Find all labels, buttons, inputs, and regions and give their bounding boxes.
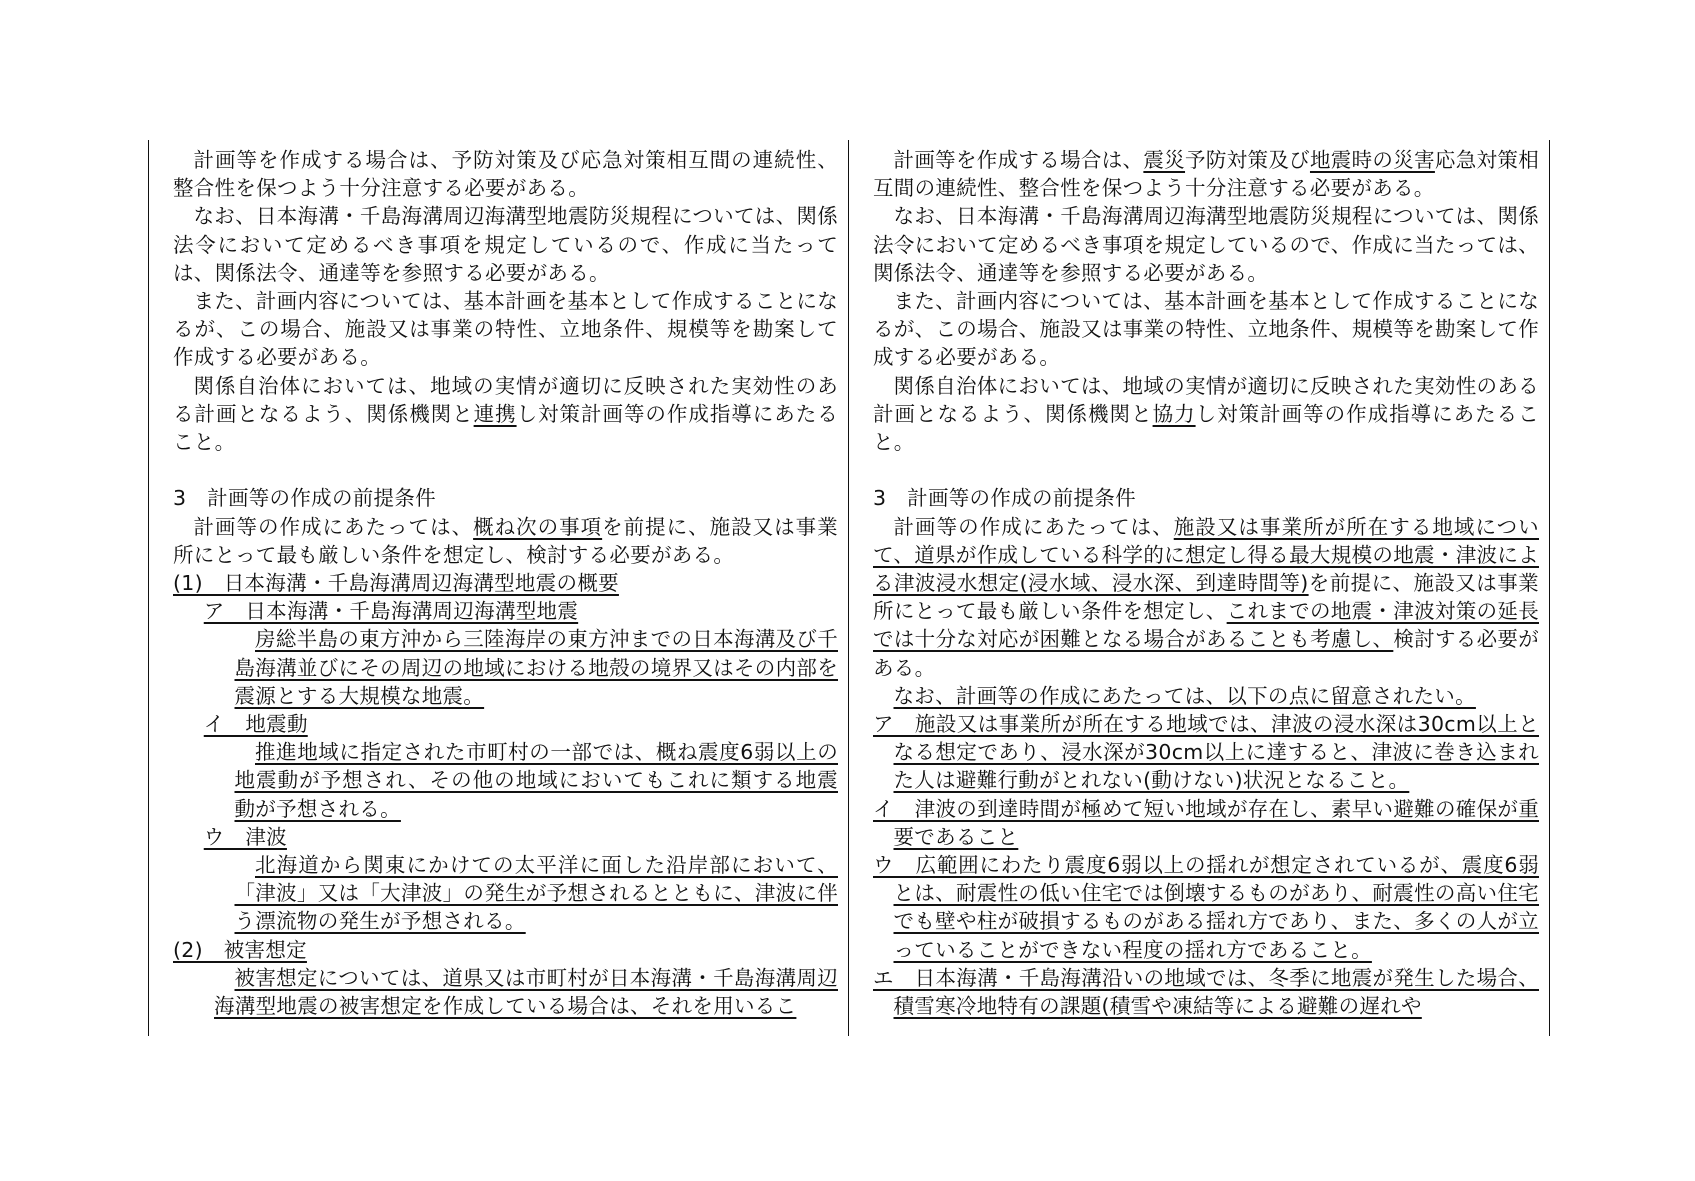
right-item-e: エ 日本海溝・千島海溝沿いの地域では、冬季に地震が発生した場合、積雪寒冷地特有の課題(積雪や凍結等による避難の遅れや — [873, 965, 1539, 1019]
spacer — [873, 456, 1539, 484]
right-paragraph-2: なお、日本海溝・千島海溝周辺海溝型地震防災規程については、関係法令において定めるべき事項を規定しているので、作成に当たっては、関係法令、通達等を参照する必要がある。 — [873, 204, 1539, 285]
right-column — [849, 140, 1549, 1036]
left-p4-underlined: 連携 — [473, 401, 517, 426]
left-p4-text-b: し対策計画等の作成指導にあたること。 — [173, 401, 838, 455]
right-section3-title: 3 計画等の作成の前提条件 — [873, 486, 1136, 511]
right-paragraph-4: 関係自治体においては、地域の実情が適切に反映された実効性のある計画となるよう、関係機関と協力し対策計画等の作成指導にあたること。 — [873, 373, 1539, 455]
left-item-i-title: イ 地震動 — [203, 712, 308, 737]
right-paragraph-1: 計画等を作成する場合は、震災予防対策及び地震時の災害応急対策相互間の連続性、整合性を保つよう十分注意する必要がある。 — [873, 148, 1539, 201]
left-item-u-title: ウ 津波 — [203, 824, 287, 849]
right-item-i: イ 津波の到達時間が極めて短い地域が存在し、素早い避難の確保が重要であること — [873, 796, 1539, 849]
left-sec3-underlined: 概ね次の事項 — [473, 514, 603, 539]
right-sec3-underlined-2: これまでの地震・津波対策の延長では十分な対応が困難となる場合があることも考慮し、 — [873, 599, 1539, 652]
comparison-table — [148, 140, 1550, 1036]
left-item-u-body: 北海道から関東にかけての太平洋に面した沿岸部において、「津波」又は「大津波」の発生が予想されるとともに、津波に伴う漂流物の発生が予想される。 — [234, 853, 838, 934]
right-item-a: ア 施設又は事業所が所在する地域では、津波の浸水深は30cm以上となる想定であり、浸水深が30cm以上に達すると、津波に巻き込まれた人は避難行動がとれない(動けない)状況となること。 — [873, 712, 1539, 793]
right-p1-underlined-2: 地震時の災害 — [1309, 148, 1435, 172]
left-section3-title: 3 計画等の作成の前提条件 — [173, 486, 436, 511]
left-paragraph-3: また、計画内容については、基本計画を基本として作成することになるが、この場合、施設又は事業の特性、立地条件、規模等を勘案して作成する必要がある。 — [173, 289, 838, 370]
left-sec3-text-a: 計画等の作成にあたっては、 — [193, 514, 474, 539]
right-p1-underlined-1: 震災 — [1143, 148, 1186, 172]
left-paragraph-4 — [173, 372, 838, 457]
left-subsection1-title: (1) 日本海溝・千島海溝周辺海溝型地震の概要 — [173, 571, 619, 596]
right-note: なお、計画等の作成にあたっては、以下の点に留意されたい。 — [893, 683, 1476, 708]
left-subsection2-body: 被害想定については、道県又は市町村が日本海溝・千島海溝周辺海溝型地震の被害想定を作成している場合は、それを用いるこ — [214, 965, 838, 1019]
left-item-i-body: 推進地域に指定された市町村の一部では、概ね震度6弱以上の地震動が予想され、その他の地域においてもこれに類する地震動が予想される。 — [234, 740, 838, 821]
right-section3-body: 計画等の作成にあたっては、施設又は事業所が所在する地域について、道県が作成している科学的に想定し得る最大規模の地震・津波による津波浸水想定(浸水域、浸水深、到達時間等)を前提に、施設又は事業所にとって最も厳しい条件を想定し、これまでの地震・津波対策の延長では十分な対応が困難となる場合があることも考慮し、検討する必要がある。 — [873, 514, 1540, 680]
left-item-a-title: ア 日本海溝・千島海溝周辺海溝型地震 — [203, 599, 579, 624]
left-sec3-text-b: を前提に、施設又は事業所にとって最も厳しい条件を想定し、検討する必要がある。 — [173, 514, 838, 567]
left-p4-text-a: 関係自治体においては、地域の実情が適切に反映された実効性のある計画となるよう、関係機関と — [173, 373, 838, 426]
left-section3-body — [173, 513, 838, 569]
left-item-a-body: 房総半島の東方沖から三陸海岸の東方沖までの日本海溝及び千島海溝並びにその周辺の地域における地殻の境界又はその内部を震源とする大規模な地震。 — [234, 627, 838, 708]
left-column — [149, 140, 849, 1036]
spacer — [173, 456, 838, 484]
right-paragraph-3: また、計画内容については、基本計画を基本として作成することになるが、この場合、施設又は事業の特性、立地条件、規模等を勘案して作成する必要がある。 — [873, 289, 1539, 370]
right-sec3-underlined-1: 施設又は事業所が所在する地域について、道県が作成している科学的に想定し得る最大規模の地震・津波による津波浸水想定(浸水域、浸水深、到達時間等) — [873, 514, 1539, 596]
left-subsection2-title: (2) 被害想定 — [173, 937, 307, 962]
left-paragraph-1: 計画等を作成する場合は、予防対策及び応急対策相互間の連続性、整合性を保つよう十分注意する必要がある。 — [173, 148, 838, 201]
right-p4-underlined: 協力 — [1152, 401, 1196, 426]
left-paragraph-2: なお、日本海溝・千島海溝周辺海溝型地震防災規程については、関係法令において定めるべき事項を規定しているので、作成に当たっては、関係法令、通達等を参照する必要がある。 — [173, 204, 838, 285]
right-item-u: ウ 広範囲にわたり震度6弱以上の揺れが想定されているが、震度6弱とは、耐震性の低い住宅では倒壊するものがあり、耐震性の高い住宅でも壁や柱が破損するものがある揺れ方であり、また、多くの人が立っていることができない程度の揺れ方であること。 — [873, 853, 1539, 962]
